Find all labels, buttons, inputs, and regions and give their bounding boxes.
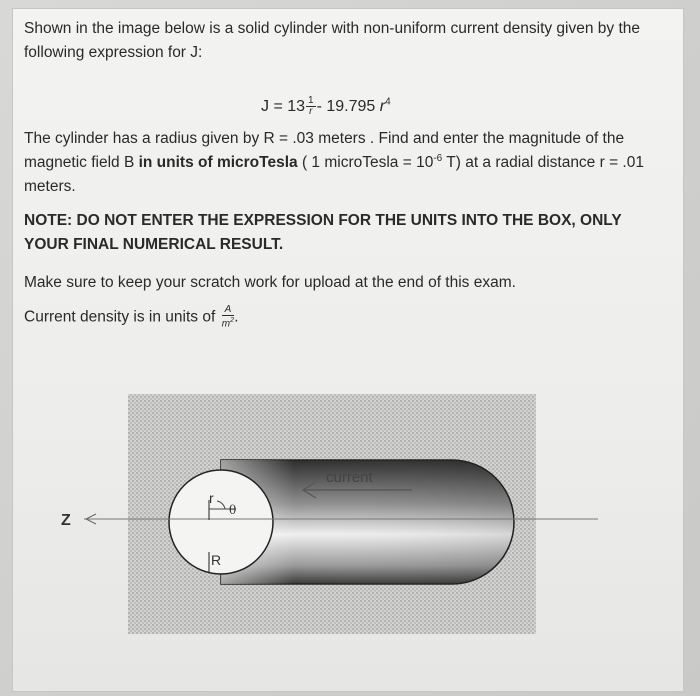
equation-exponent: 4 (385, 96, 391, 108)
theta-label: θ (229, 503, 237, 517)
statement-units-bold: in units of microTesla (138, 154, 298, 171)
note-text: NOTE: DO NOT ENTER THE EXPRESSION FOR THE UNITS INTO THE BOX, ONLY YOUR FINAL NUMERICAL RESULT. (24, 212, 622, 253)
scratch-work-text: Make sure to keep your scratch work for upload at the end of this exam. (24, 274, 516, 291)
fraction-denominator: r (309, 106, 313, 118)
z-axis-label: Z (61, 512, 71, 529)
equation-lhs: J = 13 (261, 98, 306, 115)
fraction-numerator: 1 (308, 95, 314, 107)
statement-part-a: The cylinder has a radius given by R = .03 meters . Find and enter the magnitude of the magnetic field B (24, 130, 625, 171)
units-label: Current density is in units of (24, 308, 216, 326)
equation-r: r (379, 98, 386, 115)
units-denominator: $m^2$ (221, 317, 235, 330)
R-label: R (211, 552, 222, 568)
current-label: current (326, 469, 373, 486)
statement-part-c: ( 1 microTesla = 10 (297, 154, 434, 171)
equation-rest: - 19.795 (316, 98, 380, 115)
statement-part-d: T) at a radial distance r = .01 meters. (24, 154, 644, 195)
units-trail: . (234, 308, 239, 326)
r-label: r (209, 490, 214, 506)
intro-text: Shown in the image below is a solid cylinder with non-uniform current density given by the following expression for J: (24, 20, 641, 61)
units-numerator: A (222, 305, 235, 316)
statement-exponent: -6 (433, 152, 443, 164)
